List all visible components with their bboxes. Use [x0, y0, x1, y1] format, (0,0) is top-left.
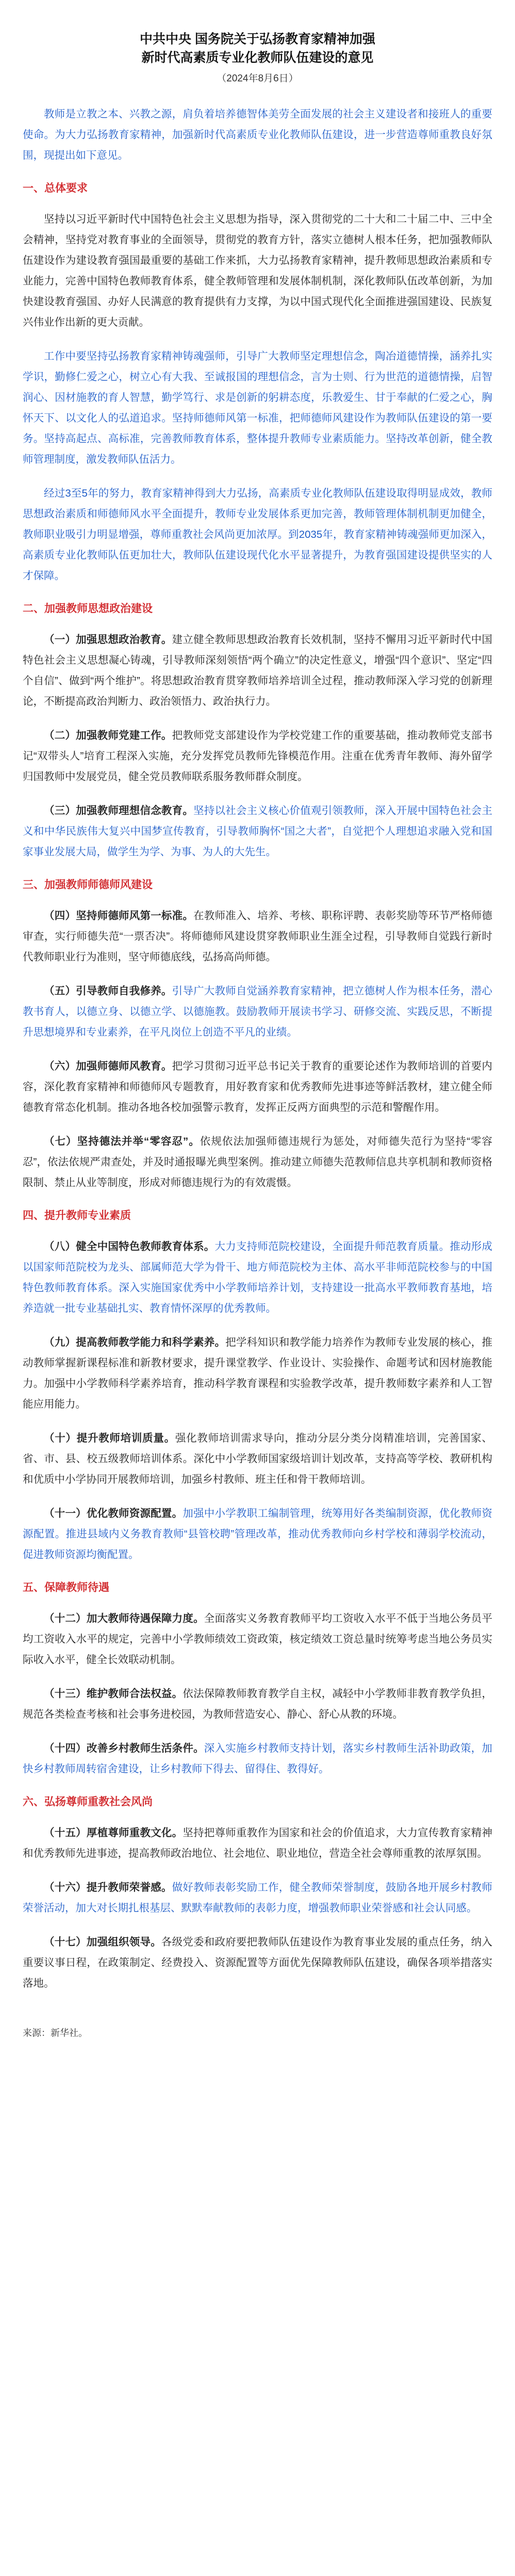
paragraph-text: 坚持以社会主义核心价值观引领教师，深入开展中国特色社会主义和中华民族伟大复兴中国梦宣传教育，引导教师胸怀“国之大者”，自觉把个人理想追求融入党和国家事业发展大局，做学生为学、为事、为人的大先生。 [23, 805, 493, 858]
paragraph-lead: （十二）加大教师待遇保障力度。 [44, 1613, 204, 1624]
paragraph-text: 引导广大教师自觉涵养教育家精神，把立德树人作为根本任务，潜心教书育人，以德立身、以德立学、以德施教。鼓励教师开展读书学习、研修交流、实践反思，不断提升思想境界和专业素养，在平凡岗位上创造不平凡的业绩。 [23, 985, 493, 1038]
body-paragraph [23, 801, 492, 862]
body-paragraph [23, 1738, 492, 1780]
section-heading: 二、加强教师思想政治建设 [23, 603, 153, 615]
body-paragraph [23, 1428, 492, 1490]
section-heading: 五、保障教师待遇 [23, 1582, 109, 1594]
paragraph-lead: （十七）加强组织领导。 [44, 1936, 161, 1948]
paragraph-lead: （六）加强师德师风教育。 [44, 1060, 172, 1072]
section-heading: 一、总体要求 [23, 182, 88, 194]
paragraph-lead: （二）加强教师党建工作。 [44, 730, 172, 741]
document-subtitle: 新时代高素质专业化教师队伍建设的意见 [141, 50, 374, 65]
paragraph-lead: （五）引导教师自我修养。 [44, 985, 172, 997]
section-heading: 三、加强教师师德师风建设 [23, 879, 153, 891]
paragraph-lead: （十三）维护教师合法权益。 [44, 1688, 183, 1700]
paragraph-text: 各级党委和政府要把教师队伍建设作为教育事业发展的重点任务，纳入重要议事日程，在政策制定、经费投入、资源配置等方面优先保障教师队伍建设，确保各项举措落实落地。 [23, 1936, 493, 1989]
body-paragraph [23, 483, 492, 586]
paragraph-lead: （七）坚持德法并举“零容忍”。 [44, 1136, 200, 1147]
body-paragraph [23, 1236, 492, 1319]
paragraph-text: 把教师党支部建设作为学校党建工作的重要基础，推动教师党支部书记“双带头人”培育工程深入实施，充分发挥党员教师先锋模范作用。注重在优秀青年教师、海外留学归国教师中发展党员，健全党员教师联系服务教师群众制度。 [23, 730, 493, 783]
body-paragraph [23, 725, 492, 787]
body-paragraph [23, 1684, 492, 1725]
paragraph-lead: （十六）提升教师荣誉感。 [44, 1882, 172, 1893]
paragraph-text: 工作中要坚持弘扬教育家精神铸魂强师，引导广大教师坚定理想信念，陶冶道德情操，涵养扎实学识，勤修仁爱之心，树立心有大我、至诚报国的理想信念，言为士则、行为世范的道德情操，启智润心、因材施教的育人智慧，勤学笃行、求是创新的躬耕态度，乐教爱生、甘于奉献的仁爱之心，胸怀天下、以文化人的弘道追求。坚持师德师风第一标准，把师德师风建设作为教师队伍建设的第一要务。坚持高起点、高标准，完善教师教育体系，整体提升教师专业素质能力。坚持改革创新，健全教师管理制度，激发教师队伍活力。 [23, 350, 492, 465]
body-paragraph [23, 1823, 492, 1864]
section-heading: 四、提升教师专业素质 [23, 1210, 131, 1222]
paragraph-lead: （三）加强教师理想信念教育。 [44, 805, 194, 817]
paragraph-text: 加强中小学教职工编制管理，统筹用好各类编制资源，优化教师资源配置。推进县域内义务教育教师“县管校聘”管理改革，推动优秀教师向乡村学校和薄弱学校流动，促进教师资源均衡配置。 [23, 1507, 493, 1561]
document-title: 中共中央 国务院关于弘扬教育家精神加强 [140, 32, 375, 46]
body-paragraph [23, 1131, 492, 1193]
paragraph-text: 依法保障教师教育教学自主权，减轻中小学教师非教育教学负担，规范各类检查考核和社会事务进校园，为教师营造安心、静心、舒心从教的环境。 [23, 1688, 493, 1720]
body-paragraph [23, 630, 492, 712]
paragraph-lead: （四）坚持师德师风第一标准。 [44, 910, 194, 922]
paragraph-text: 大力支持师范院校建设，全面提升师范教育质量。推动形成以国家师范院校为龙头、部属师范大学为骨干、地方师范院校为主体、高水平非师范院校参与的中国特色教师教育体系。深入实施国家优秀中小学教师培养计划，支持建设一批高水平教师教育基地，培养造就一批专业基础扎实、教育情怀深厚的优秀教师。 [23, 1241, 493, 1314]
paragraph-text: 依规依法加强师德违规行为惩处，对师德失范行为坚持“零容忍”，依法依规严肃查处，并及时通报曝光典型案例。推动建立师德失范教师信息共享机制和教师资格限制、禁止从业等制度，形成对师德违规行为的有效震慑。 [23, 1136, 492, 1189]
body-paragraph [23, 981, 492, 1043]
paragraph-text: 建立健全教师思想政治教育长效机制，坚持不懈用习近平新时代中国特色社会主义思想凝心铸魂，引导教师深刻领悟“两个确立”的决定性意义，增强“四个意识”、坚定“四个自信”、做到“两个维护”。将思想政治教育贯穿教师培养培训全过程，推动教师深入学习党的创新理论，不断提高政治判断力、政治领悟力、政治执行力。 [23, 634, 493, 707]
body-paragraph [23, 1608, 492, 1670]
paragraph-lead: （八）健全中国特色教师教育体系。 [44, 1241, 215, 1252]
intro-paragraph [23, 104, 492, 166]
paragraph-text: 强化教师培训需求导向，推动分层分类分岗精准培训，完善国家、省、市、县、校五级教师培训体系。深化中小学教师国家级培训计划改革，支持高等学校、教研机构和优质中小学协同开展教师培训，加强乡村教师、班主任和骨干教师培训。 [23, 1432, 493, 1485]
source-note: 来源：新华社。 [23, 2028, 88, 2038]
body-paragraph [23, 1332, 492, 1415]
paragraph-text: 经过3至5年的努力，教育家精神得到大力弘扬，高素质专业化教师队伍建设取得明显成效，教师思想政治素质和师德师风水平全面提升，教师专业发展体系更加完善，教师管理体制机制更加健全，教师职业吸引力明显增强，尊师重教社会风尚更加浓厚。到2035年，教育家精神铸魂强师更加深入，高素质专业化教师队伍更加壮大，教师队伍建设现代化水平显著提升，为教育强国建设提供坚实的人才保障。 [23, 487, 492, 582]
paragraph-text: 深入实施乡村教师支持计划，落实乡村教师生活补助政策，加快乡村教师周转宿舍建设，让乡村教师下得去、留得住、教得好。 [23, 1742, 493, 1775]
paragraph-lead: （九）提高教师教学能力和科学素养。 [44, 1336, 226, 1348]
paragraph-text: 做好教师表彰奖励工作，健全教师荣誉制度，鼓励各地开展乡村教师荣誉活动，加大对长期扎根基层、默默奉献教师的表彰力度，增强教师职业荣誉感和社会认同感。 [23, 1882, 493, 1914]
paragraph-text: 坚持以习近平新时代中国特色社会主义思想为指导，深入贯彻党的二十大和二十届二中、三中全会精神，坚持党对教育事业的全面领导，贯彻党的教育方针，落实立德树人根本任务，把加强教师队伍建设作为建设教育强国最重要的基础工作来抓，大力弘扬教育家精神，提升教师思想政治素质和专业能力，完善中国特色教师教育体系，健全教师管理和发展体制机制，深化教师队伍改革创新，为加快建设教育强国、办好人民满意的教育提供有力支撑，为以中国式现代化全面推进强国建设、民族复兴伟业作出新的更大贡献。 [23, 213, 492, 328]
paragraph-text: 把学习贯彻习近平总书记关于教育的重要论述作为教师培训的首要内容，深化教育家精神和师德师风专题教育，用好教育家和优秀教师先进事迹等鲜活教材，建立健全师德教育常态化机制。推动各地各校加强警示教育，发挥正反两方面典型的示范和警醒作用。 [23, 1060, 493, 1113]
body-paragraph [23, 209, 492, 333]
body-paragraph [23, 346, 492, 470]
paragraph-text: 把学科知识和教学能力培养作为教师专业发展的核心，推动教师掌握新课程标准和新教材要求，提升课堂教学、作业设计、实验操作、命题考试和因材施教能力。加强中小学教师科学素养培育，推动科学教育课程和实验教学改革，提升教师数字素养和人工智能应用能力。 [23, 1336, 493, 1410]
document-body [23, 179, 492, 1994]
paragraph-text: 全面落实义务教育教师平均工资收入水平不低于当地公务员平均工资收入水平的规定，完善中小学教师绩效工资政策，核定绩效工资总量时统筹考虑当地公务员实际收入水平，健全长效联动机制。 [23, 1613, 493, 1666]
paragraph-lead: （十五）厚植尊师重教文化。 [44, 1827, 183, 1839]
body-paragraph [23, 1503, 492, 1565]
intro-text: 教师是立教之本、兴教之源，肩负着培养德智体美劳全面发展的社会主义建设者和接班人的重要使命。为大力弘扬教育家精神，加强新时代高素质专业化教师队伍建设，进一步营造尊师重教良好氛围，现提出如下意见。 [23, 108, 492, 161]
body-paragraph [23, 1932, 492, 1994]
paragraph-lead: （十四）改善乡村教师生活条件。 [44, 1742, 204, 1754]
body-paragraph [23, 1877, 492, 1919]
paragraph-text: 坚持把尊师重教作为国家和社会的价值追求，大力宣传教育家精神和优秀教师先进事迹，提高教师政治地位、社会地位、职业地位，营造全社会尊师重教的浓厚氛围。 [23, 1827, 493, 1859]
body-paragraph [23, 1056, 492, 1118]
body-paragraph [23, 906, 492, 968]
paragraph-lead: （十）提升教师培训质量。 [44, 1432, 175, 1444]
paragraph-text: 在教师准入、培养、考核、职称评聘、表彰奖励等环节严格师德审查，实行师德失范“一票否决”。将师德师风建设贯穿教师职业生涯全过程，引导教师自觉践行新时代教师职业行为准则，坚守师德底线，弘扬高尚师德。 [23, 910, 493, 963]
paragraph-lead: （十一）优化教师资源配置。 [44, 1507, 183, 1519]
paragraph-lead: （一）加强思想政治教育。 [44, 634, 172, 646]
section-heading: 六、弘扬尊师重教社会风尚 [23, 1796, 153, 1808]
document-date: （2024年8月6日） [217, 73, 298, 84]
